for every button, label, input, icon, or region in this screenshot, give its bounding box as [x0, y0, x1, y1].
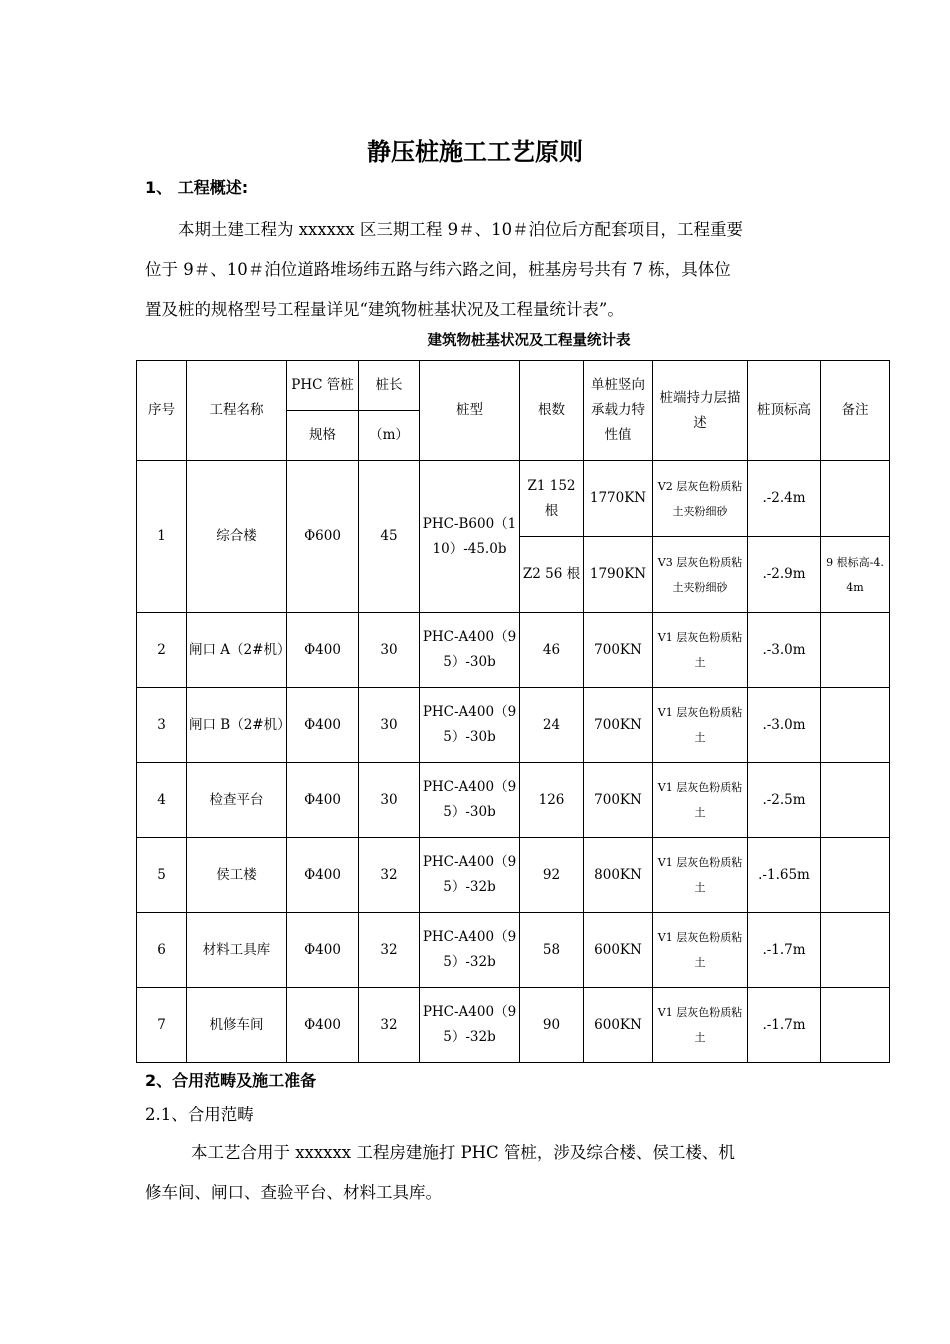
table-row	[137, 913, 890, 988]
cell-name: 闸口 A（2#机）	[187, 613, 287, 688]
cell-type: PHC-A400（95）-30b	[420, 613, 520, 688]
cell-seq: 2	[137, 613, 187, 688]
header-name: 工程名称	[187, 361, 287, 461]
cell-elev: .-2.9m	[748, 537, 821, 613]
cell-elev: .-1.7m	[748, 913, 821, 988]
table-row	[137, 461, 890, 537]
cell-note	[821, 763, 890, 838]
cell-elev: .-3.0m	[748, 688, 821, 763]
cell-count: 126	[520, 763, 584, 838]
cell-name: 检查平台	[187, 763, 287, 838]
cell-capacity: 600KN	[584, 988, 653, 1063]
paragraph-line: 修车间、闸口、查验平台、材料工具库。	[145, 1183, 442, 1202]
section-1-heading: 1、 工程概述:	[145, 178, 249, 197]
cell-layer: V1 层灰色粉质粘土	[653, 763, 748, 838]
cell-spec: Φ400	[287, 838, 359, 913]
cell-note	[821, 838, 890, 913]
cell-note	[821, 688, 890, 763]
paragraph-line: 位于 9＃、10＃泊位道路堆场纬五路与纬六路之间，桩基房号共有 7 栋，具体位	[145, 260, 731, 279]
cell-elev: .-1.65m	[748, 838, 821, 913]
table-row	[137, 613, 890, 688]
cell-elev: .-2.5m	[748, 763, 821, 838]
cell-length: 30	[359, 613, 420, 688]
paragraph-line: 本期土建工程为 xxxxxx 区三期工程 9＃、10＃泊位后方配套项目，工程重要	[178, 220, 744, 239]
table-row	[137, 763, 890, 838]
cell-spec: Φ600	[287, 461, 359, 613]
cell-type: PHC-A400（95）-30b	[420, 763, 520, 838]
cell-seq: 3	[137, 688, 187, 763]
cell-count: 58	[520, 913, 584, 988]
cell-spec: Φ400	[287, 688, 359, 763]
cell-elev: .-2.4m	[748, 461, 821, 537]
section-2-paragraph	[145, 1133, 810, 1213]
table-row	[137, 838, 890, 913]
cell-spec: Φ400	[287, 988, 359, 1063]
header-elev: 桩顶标高	[748, 361, 821, 461]
cell-count: Z1 152 根	[520, 461, 584, 537]
pile-statistics-table	[136, 360, 890, 1063]
cell-spec: Φ400	[287, 763, 359, 838]
cell-name: 综合楼	[187, 461, 287, 613]
cell-type: PHC-B600（110）-45.0b	[420, 461, 520, 613]
section-2-1-heading: 2.1、合用范畴	[145, 1105, 254, 1124]
cell-name: 材料工具库	[187, 913, 287, 988]
cell-layer: V2 层灰色粉质粘土夹粉细砂	[653, 461, 748, 537]
cell-elev: .-1.7m	[748, 988, 821, 1063]
header-spec: 规格	[287, 411, 359, 461]
paragraph-line: 置及桩的规格型号工程量详见“建筑物桩基状况及工程量统计表”。	[145, 300, 624, 319]
cell-name: 闸口 B（2#机）	[187, 688, 287, 763]
cell-note: 9 根标高-4.4m	[821, 537, 890, 613]
cell-seq: 7	[137, 988, 187, 1063]
cell-length: 30	[359, 688, 420, 763]
cell-capacity: 700KN	[584, 688, 653, 763]
header-length-unit: （m）	[359, 411, 420, 461]
cell-count: 46	[520, 613, 584, 688]
cell-name: 侯工楼	[187, 838, 287, 913]
table-header-row	[137, 361, 890, 411]
cell-capacity: 1770KN	[584, 461, 653, 537]
cell-seq: 1	[137, 461, 187, 613]
header-note: 备注	[821, 361, 890, 461]
cell-note	[821, 613, 890, 688]
header-phc: PHC 管桩	[287, 361, 359, 411]
cell-length: 32	[359, 913, 420, 988]
cell-name: 机修车间	[187, 988, 287, 1063]
cell-length: 30	[359, 763, 420, 838]
cell-layer: V1 层灰色粉质粘土	[653, 913, 748, 988]
cell-type: PHC-A400（95）-30b	[420, 688, 520, 763]
cell-spec: Φ400	[287, 613, 359, 688]
cell-count: Z2 56 根	[520, 537, 584, 613]
table-row	[137, 688, 890, 763]
cell-seq: 5	[137, 838, 187, 913]
cell-capacity: 1790KN	[584, 537, 653, 613]
cell-count: 24	[520, 688, 584, 763]
header-type: 桩型	[420, 361, 520, 461]
cell-length: 32	[359, 988, 420, 1063]
cell-capacity: 800KN	[584, 838, 653, 913]
cell-seq: 6	[137, 913, 187, 988]
cell-spec: Φ400	[287, 913, 359, 988]
table-caption: 建筑物桩基状况及工程量统计表	[427, 333, 631, 349]
cell-layer: V1 层灰色粉质粘土	[653, 688, 748, 763]
cell-count: 90	[520, 988, 584, 1063]
cell-type: PHC-A400（95）-32b	[420, 838, 520, 913]
cell-type: PHC-A400（95）-32b	[420, 988, 520, 1063]
section-2-heading: 2、合用范畴及施工准备	[145, 1071, 317, 1090]
header-seq: 序号	[137, 361, 187, 461]
header-count: 根数	[520, 361, 584, 461]
cell-length: 32	[359, 838, 420, 913]
cell-length: 45	[359, 461, 420, 613]
header-length: 桩长	[359, 361, 420, 411]
cell-note	[821, 913, 890, 988]
cell-count: 92	[520, 838, 584, 913]
cell-elev: .-3.0m	[748, 613, 821, 688]
cell-layer: V1 层灰色粉质粘土	[653, 988, 748, 1063]
cell-note	[821, 461, 890, 537]
cell-type: PHC-A400（95）-32b	[420, 913, 520, 988]
cell-layer: V1 层灰色粉质粘土	[653, 613, 748, 688]
table-row	[137, 988, 890, 1063]
cell-capacity: 600KN	[584, 913, 653, 988]
paragraph-line: 本工艺合用于 xxxxxx 工程房建施打 PHC 管桩，涉及综合楼、侯工楼、机	[191, 1143, 735, 1162]
cell-capacity: 700KN	[584, 763, 653, 838]
header-layer: 桩端持力层描述	[653, 361, 748, 461]
header-capacity: 单桩竖向承载力特性值	[584, 361, 653, 461]
cell-seq: 4	[137, 763, 187, 838]
cell-capacity: 700KN	[584, 613, 653, 688]
document-title: 静压桩施工工艺原则	[367, 138, 583, 166]
cell-layer: V1 层灰色粉质粘土	[653, 838, 748, 913]
cell-layer: V3 层灰色粉质粘土夹粉细砂	[653, 537, 748, 613]
section-1-paragraph	[145, 210, 835, 330]
cell-note	[821, 988, 890, 1063]
